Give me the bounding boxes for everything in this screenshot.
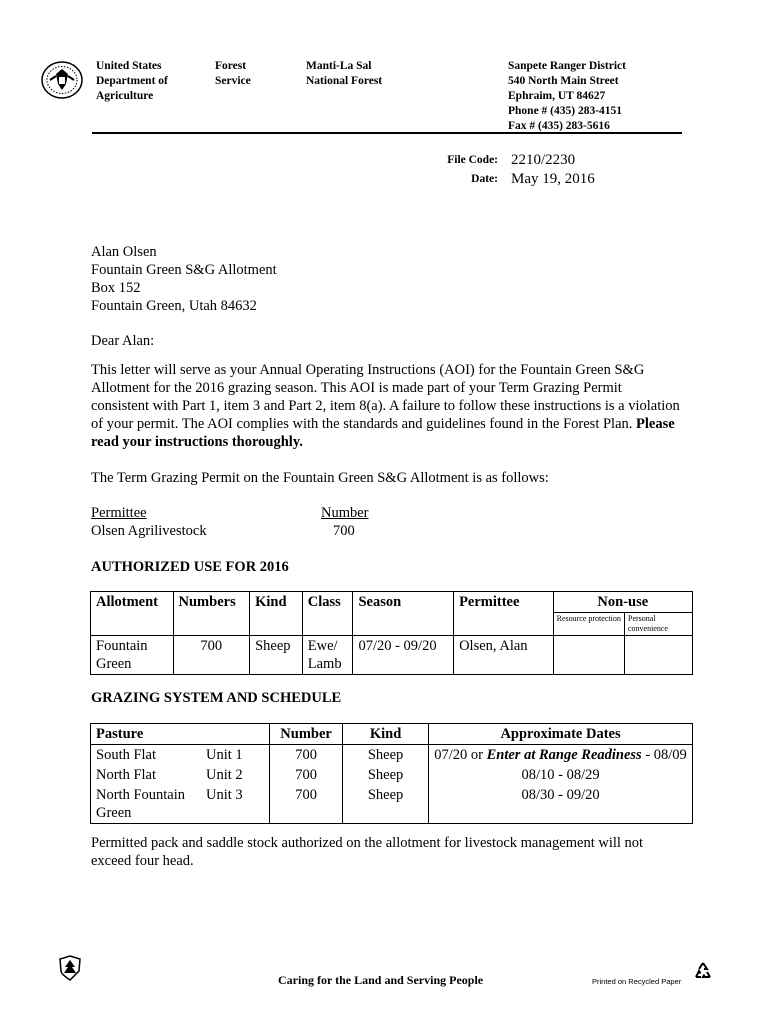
intro-bold: Please read your instructions thoroughly. — [91, 416, 675, 450]
forest-service-shield-icon — [58, 955, 82, 981]
office-address — [508, 59, 626, 134]
cell-allotment: Fountain Green — [91, 636, 174, 675]
usda-seal-icon — [40, 60, 84, 100]
header-line: Manti-La Sal — [306, 60, 372, 72]
header-line: Ephraim, UT 84627 — [508, 90, 606, 102]
printed-on-recycled: Printed on Recycled Paper — [592, 977, 682, 986]
permittee-header: Permittee — [91, 505, 147, 521]
recipient-address — [91, 243, 277, 315]
number-header: Number — [321, 505, 369, 521]
cell-personal — [625, 636, 693, 675]
cell-class: Ewe/ Lamb — [302, 636, 353, 675]
cell-pasture: North Fountain Green — [91, 785, 202, 824]
dates-text: 07/20 or — [434, 747, 487, 763]
cell-number: 700 — [270, 785, 343, 824]
intro-text: This letter will serve as your Annual Operating Instructions (AOI) for the Fountain Green S&G Allotment for the 2016 grazing season. This AOI is made part of your Term Grazing Permit consistent with Part 1, item 3 and Part 2, item 8(a). A failure to follow these instructions is a violation of your permit. The AOI complies with the standards and guidelines found in the Forest Plan. — [91, 362, 680, 432]
header-line: 540 North Main Street — [508, 75, 619, 87]
grazing-heading: GRAZING SYSTEM AND SCHEDULE — [91, 690, 342, 706]
grazing-schedule-table — [90, 723, 693, 824]
address-line: Fountain Green, Utah 84632 — [91, 298, 257, 314]
cell-kind: Sheep — [343, 765, 429, 785]
cell-unit: Unit 1 — [201, 745, 270, 766]
cell-unit: Unit 2 — [201, 765, 270, 785]
header-line: United States — [96, 60, 162, 72]
cell-pasture: South Flat — [91, 745, 202, 766]
permittee-name: Olsen Agrilivestock — [91, 523, 207, 539]
header-line: Phone # (435) 283-4151 — [508, 105, 623, 117]
cell-kind: Sheep — [343, 785, 429, 824]
header-line: Forest — [215, 60, 247, 72]
cell-unit: Unit 3 — [201, 785, 270, 824]
dates-text: - 08/09 — [641, 747, 687, 763]
cell-kind: Sheep — [250, 636, 303, 675]
address-line: Fountain Green S&G Allotment — [91, 262, 277, 278]
cell-dates: 08/10 - 08/29 — [429, 765, 693, 785]
col-numbers: Numbers — [173, 592, 250, 636]
col-kind: Kind — [250, 592, 303, 636]
agency-service — [215, 59, 251, 89]
cell-dates — [429, 745, 693, 766]
cell-number: 700 — [270, 765, 343, 785]
col-personal-convenience: Personal convenience — [625, 613, 693, 636]
table-row — [91, 765, 693, 785]
col-class: Class — [302, 592, 353, 636]
col-season: Season — [353, 592, 454, 636]
cell-dates: 08/30 - 09/20 — [429, 785, 693, 824]
header-line: Department of — [96, 75, 168, 87]
address-line: Alan Olsen — [91, 244, 157, 260]
col-allotment: Allotment — [91, 592, 174, 636]
intro-paragraph — [91, 361, 681, 451]
col-kind: Kind — [343, 724, 429, 745]
authorized-use-table — [90, 591, 693, 675]
col-pasture: Pasture — [91, 724, 270, 745]
header-line: Fax # (435) 283-5616 — [508, 120, 610, 132]
address-line: Box 152 — [91, 280, 141, 296]
file-code-value: 2210/2230 — [511, 152, 576, 168]
permit-intro: The Term Grazing Permit on the Fountain Green S&G Allotment is as follows: — [91, 470, 549, 486]
header-rule — [92, 132, 682, 134]
closing-paragraph: Permitted pack and saddle stock authorized on the allotment for livestock management will not exceed four head. — [91, 835, 644, 869]
cell-numbers: 700 — [173, 636, 250, 675]
header-line: Sanpete Ranger District — [508, 60, 626, 72]
table-row — [91, 636, 693, 675]
salutation: Dear Alan: — [91, 333, 155, 349]
cell-season: 07/20 - 09/20 — [353, 636, 454, 675]
agency-department — [96, 59, 168, 104]
cell-permittee: Olsen, Alan — [454, 636, 554, 675]
cell-number: 700 — [270, 745, 343, 766]
authorized-heading: AUTHORIZED USE FOR 2016 — [91, 559, 289, 575]
permittee-number: 700 — [333, 523, 355, 539]
header-line: National Forest — [306, 75, 383, 87]
dates-emphasis: Enter at Range Readiness — [486, 747, 642, 763]
cell-resource — [553, 636, 624, 675]
cell-kind: Sheep — [343, 745, 429, 766]
col-dates: Approximate Dates — [429, 724, 693, 745]
table-row — [91, 785, 693, 824]
col-number: Number — [270, 724, 343, 745]
header-line: Service — [215, 75, 251, 87]
date-label: Date: — [471, 173, 498, 185]
col-permittee: Permittee — [454, 592, 554, 636]
col-nonuse: Non-use — [553, 592, 692, 613]
col-resource-protection: Resource protection — [553, 613, 624, 636]
table-row — [91, 745, 693, 766]
recycle-icon — [692, 960, 714, 982]
cell-pasture: North Flat — [91, 765, 202, 785]
file-code-label: File Code: — [447, 154, 498, 166]
header-line: Agriculture — [96, 90, 154, 102]
date-value: May 19, 2016 — [511, 171, 595, 187]
footer-motto: Caring for the Land and Serving People — [278, 973, 484, 987]
agency-forest — [306, 59, 382, 89]
